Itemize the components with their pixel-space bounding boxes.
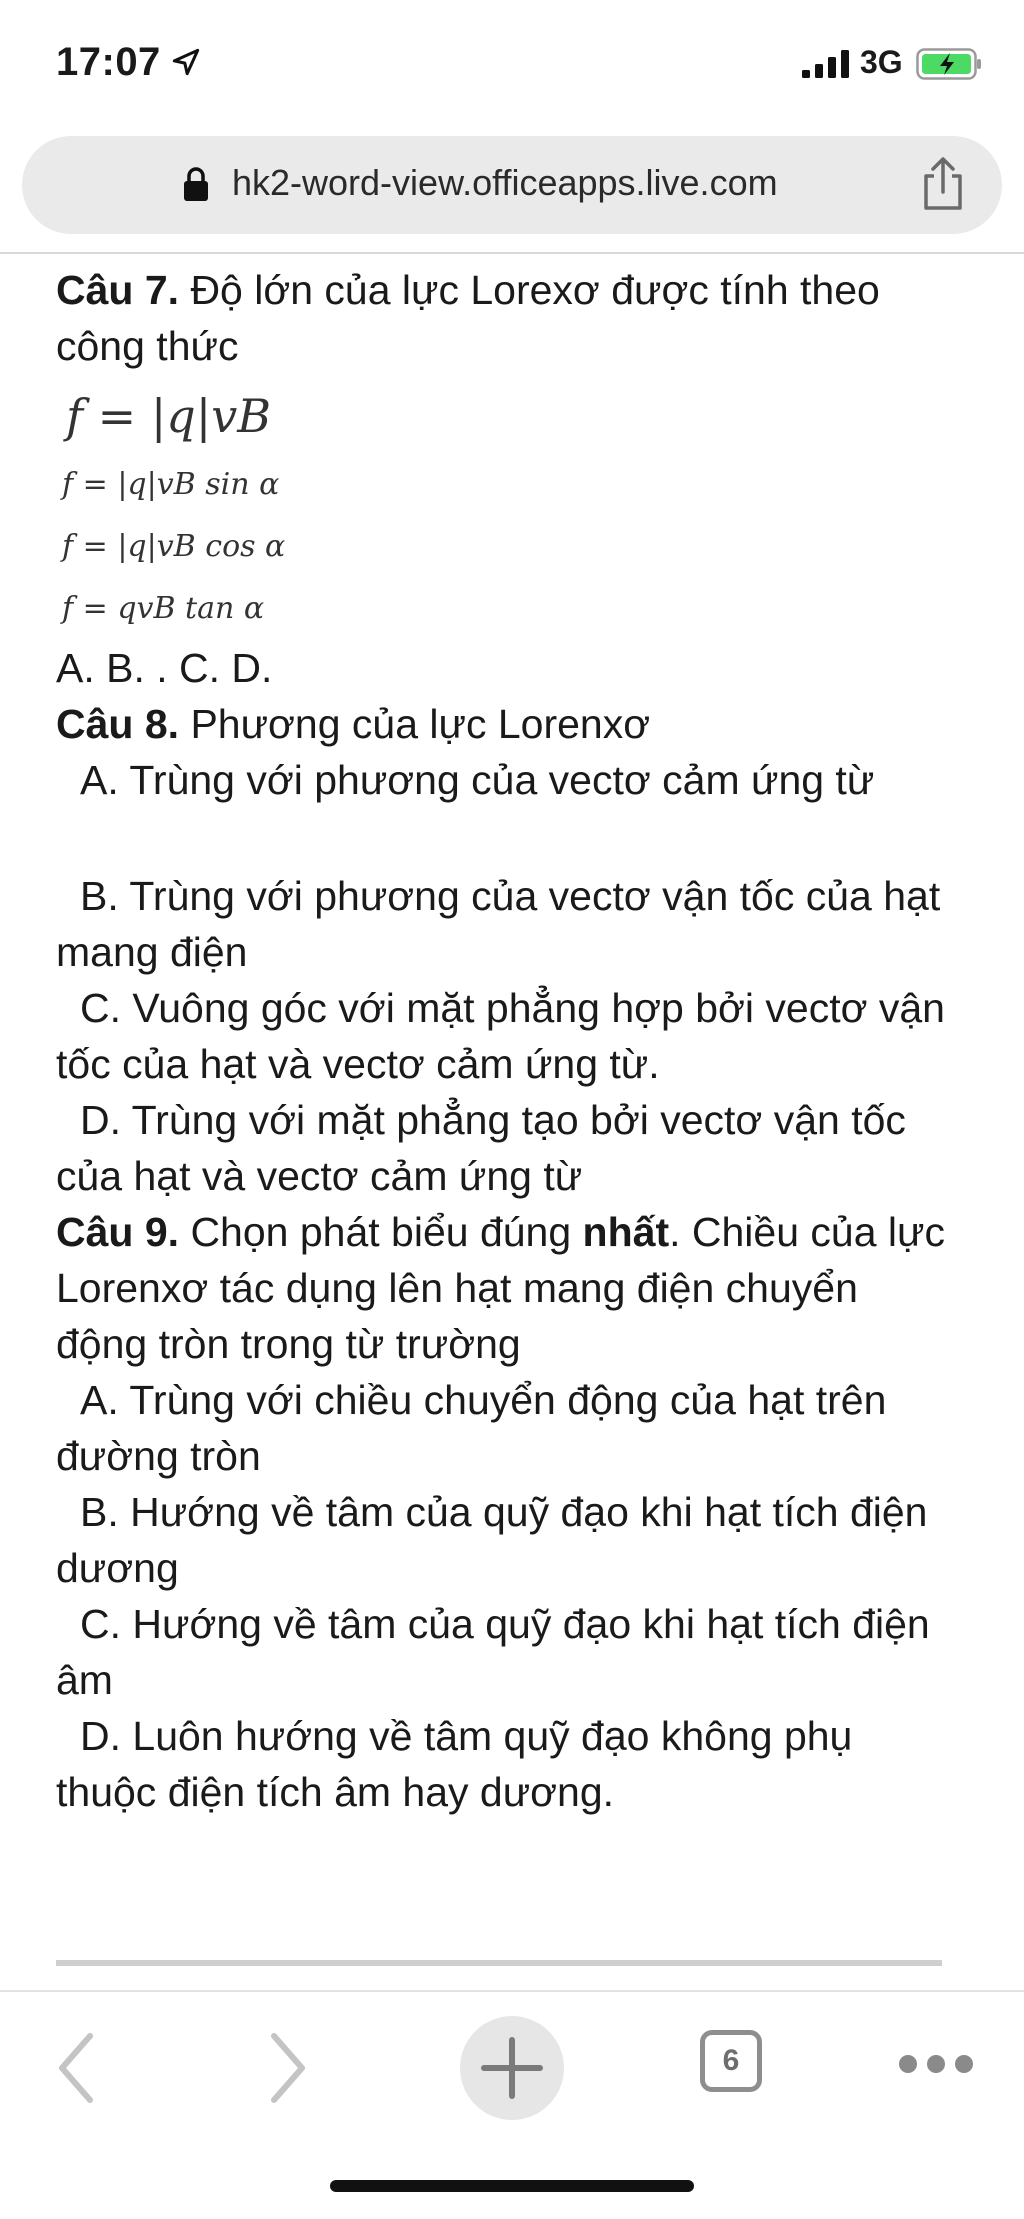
question-9-text-after: . Chiều của lực Lorenxơ tác dụng lên hạt mang điện chuyển động tròn trong từ trường: [56, 1209, 945, 1367]
status-time: 17:07: [56, 40, 161, 84]
question-7-label: Câu 7.: [56, 267, 180, 313]
url-text[interactable]: hk2-word-view.officeapps.live.com: [232, 162, 778, 203]
question-7: [56, 262, 956, 374]
home-indicator: [330, 2180, 694, 2192]
address-bar[interactable]: [22, 136, 1002, 234]
status-bar: [0, 0, 1024, 130]
tab-switcher-button[interactable]: 6: [700, 2030, 762, 2092]
formula-1: f = |q|vB: [66, 389, 272, 443]
question-8: [56, 696, 956, 752]
question-7-answers: A. B. . C. D.: [56, 645, 273, 691]
forward-chevron-icon[interactable]: [264, 2028, 314, 2108]
lock-icon: [182, 166, 210, 202]
formula-4: f = qvB tan α: [62, 591, 265, 626]
question-8-option-b: B. Trùng với phương của vectơ vận tốc của hạt mang điện: [56, 873, 941, 975]
back-chevron-icon[interactable]: [50, 2028, 100, 2108]
network-type: 3G: [860, 44, 903, 80]
battery-charging-icon: [916, 48, 982, 80]
plus-icon: [460, 2016, 564, 2120]
question-9-option-d: D. Luôn hướng về tâm quỹ đạo không phụ thuộc điện tích âm hay dương.: [56, 1713, 853, 1815]
question-8-option-a: A. Trùng với phương của vectơ cảm ứng từ: [80, 757, 875, 803]
location-arrow-icon: [172, 48, 200, 76]
question-9-option-c: C. Hướng về tâm của quỹ đạo khi hạt tích điện âm: [56, 1601, 930, 1703]
divider: [0, 252, 1024, 254]
question-8-option-c: C. Vuông góc với mặt phẳng hợp bởi vectơ vận tốc của hạt và vectơ cảm ứng từ.: [56, 985, 945, 1087]
question-9-label: Câu 9.: [56, 1209, 180, 1255]
question-8-text: Phương của lực Lorenxơ: [179, 701, 651, 747]
question-8-option-d: D. Trùng với mặt phẳng tạo bởi vectơ vận tốc của hạt và vectơ cảm ứng từ: [56, 1097, 906, 1199]
question-9-text-before: Chọn phát biểu đúng: [179, 1209, 583, 1255]
share-icon[interactable]: [918, 156, 968, 212]
more-options-icon[interactable]: [896, 2052, 976, 2076]
question-8-label: Câu 8.: [56, 701, 180, 747]
new-tab-button[interactable]: [460, 2016, 564, 2120]
document-content: [56, 262, 956, 1820]
formula-2: f = |q|vB sin α: [62, 467, 280, 502]
question-7-text: Độ lớn của lực Lorexơ được tính theo công thức: [56, 267, 880, 369]
question-9: [56, 1204, 956, 1372]
page-separator: [56, 1960, 942, 1966]
question-9-option-a: A. Trùng với chiều chuyển động của hạt trên đường tròn: [56, 1377, 887, 1479]
question-9-option-b: B. Hướng về tâm của quỹ đạo khi hạt tích điện dương: [56, 1489, 928, 1591]
question-9-text-bold: nhất: [582, 1209, 670, 1255]
formula-3: f = |q|vB cos α: [62, 529, 286, 564]
cellular-signal-icon: [802, 50, 850, 78]
